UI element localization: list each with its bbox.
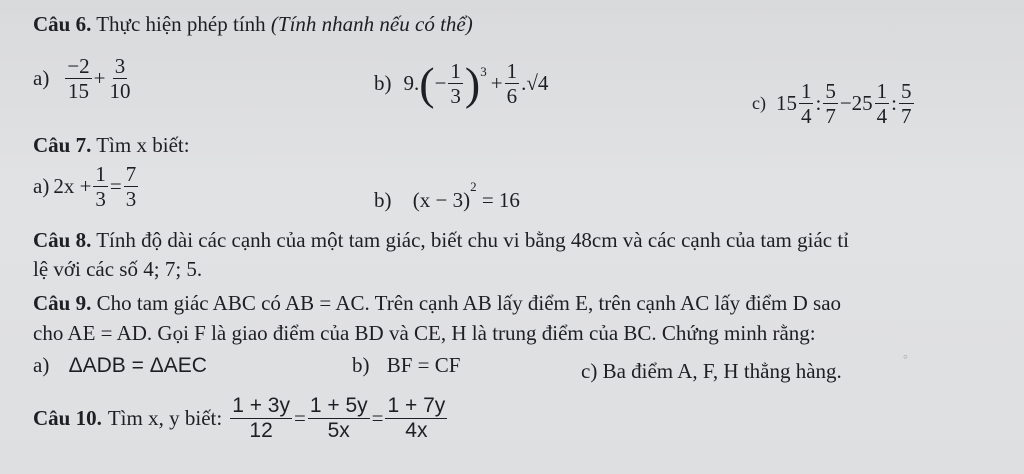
- q7-a-d2: 3: [125, 187, 137, 212]
- q6-c-w2: 25: [851, 91, 873, 116]
- q6-note: (Tính nhanh nếu có thể): [270, 12, 473, 36]
- q7-a-frac2: [124, 163, 139, 210]
- q10-d2: 5x: [327, 419, 350, 443]
- q6-c-frac3: [875, 80, 890, 127]
- q6-heading: [33, 12, 473, 37]
- q6-c-d2: 7: [825, 104, 836, 129]
- q6-b-n1: 1: [450, 59, 461, 83]
- q6-c-d3: 4: [876, 104, 888, 129]
- q6-b-frac2: [505, 60, 520, 107]
- q7-a-d1: 3: [95, 187, 106, 212]
- q7-a-n2: 7: [125, 162, 137, 186]
- q6-a-op: +: [93, 66, 106, 91]
- q7-a: [33, 163, 140, 210]
- q10-d1: 12: [249, 419, 273, 443]
- q10-n3: 1 + 7y: [385, 395, 447, 419]
- q7-a-n1: 1: [95, 162, 106, 186]
- q6-label: Câu 6.: [33, 12, 92, 36]
- q6-b-n2: 1: [506, 59, 518, 83]
- q6-b: [374, 57, 549, 109]
- q6-c-d4: 7: [901, 104, 912, 129]
- paper-mark: °: [903, 352, 908, 366]
- q6-b-label: b): [374, 71, 392, 96]
- q6-c: [752, 80, 916, 127]
- q9-a-label: a): [33, 353, 50, 377]
- q7-a-eq: =: [109, 174, 122, 199]
- q6-b-exp: 3: [480, 63, 487, 79]
- q6-b-op: +: [490, 71, 503, 96]
- q6-b-sqrt: .√4: [521, 71, 549, 96]
- q6-c-frac1: [799, 80, 814, 127]
- q10-n1: 1 + 3y: [230, 395, 292, 419]
- q6-b-minus: −: [434, 71, 447, 96]
- q7-b: [374, 179, 520, 213]
- q7-a-lhs: 2x +: [53, 174, 92, 199]
- q6-a: [33, 55, 135, 102]
- q6-b-lparen: (: [419, 57, 435, 109]
- q10-n2: 1 + 5y: [308, 395, 370, 419]
- q6-c-colon1: :: [815, 91, 822, 116]
- q6-a-n2: 3: [114, 54, 126, 78]
- q9-line1: [33, 291, 841, 316]
- q9-line2: [33, 321, 816, 346]
- q6-c-minus: −: [839, 91, 852, 116]
- q6-c-n4: 5: [901, 79, 912, 103]
- q6-c-n1: 1: [800, 79, 812, 103]
- q6-c-frac2: [823, 80, 838, 127]
- q9-c-text: Ba điểm A, F, H thẳng hàng.: [602, 359, 842, 383]
- q7-b-rhs: = 16: [481, 188, 520, 212]
- q10-frac2: [308, 395, 370, 442]
- q6-text: Thực hiện phép tính: [96, 12, 266, 36]
- q6-a-label: a): [33, 66, 50, 91]
- q7-text: Tìm x biết:: [96, 133, 190, 157]
- q9-c: [581, 359, 842, 384]
- q6-a-frac1: [65, 55, 91, 102]
- q7-a-frac1: [93, 163, 108, 210]
- q7-a-label: a): [33, 174, 50, 199]
- q6-b-coef: 9.: [403, 71, 420, 96]
- q6-c-label: c): [752, 93, 766, 114]
- q10-frac3: [385, 395, 447, 442]
- q6-a-n1: −2: [67, 54, 90, 78]
- q6-c-colon2: :: [891, 91, 898, 116]
- q9-a: [33, 353, 207, 378]
- q6-a-d2: 10: [109, 79, 131, 104]
- q10-frac1: [230, 395, 292, 442]
- q10-eq1: =: [293, 406, 306, 431]
- q9-b: [352, 353, 460, 378]
- q8-label: Câu 8.: [33, 228, 92, 252]
- q10-eq2: =: [371, 406, 384, 431]
- q9-text1: Cho tam giác ABC có AB = AC. Trên cạnh AB lấy điểm E, trên cạnh AC lấy điểm D sao: [96, 291, 842, 315]
- q6-b-d1: 3: [450, 84, 461, 109]
- q9-c-label: c): [581, 359, 598, 383]
- q7-label: Câu 7.: [33, 133, 92, 157]
- q9-a-text: ΔADB = ΔAEC: [68, 354, 207, 377]
- q6-c-n2: 5: [825, 79, 836, 103]
- q6-c-frac4: [899, 80, 914, 127]
- q8-text1: Tính độ dài các cạnh của một tam giác, biết chu vi bằng 48cm và các cạnh của tam giác tỉ: [96, 228, 850, 252]
- q10-label: Câu 10.: [33, 406, 102, 431]
- q7-b-base: (x − 3): [412, 188, 471, 212]
- q6-b-frac1: [448, 60, 463, 107]
- q9-text2: cho AE = AD. Gọi F là giao điểm của BD và CE, H là trung điểm của BC. Chứng minh rằng:: [33, 321, 816, 345]
- q7-b-exp: 2: [470, 179, 477, 194]
- q7-b-label: b): [374, 188, 392, 212]
- q10: [33, 395, 449, 442]
- q6-c-n3: 1: [876, 79, 888, 103]
- q8-line2: [33, 257, 202, 282]
- q9-label: Câu 9.: [33, 291, 92, 315]
- q6-c-w1: 15: [775, 91, 797, 116]
- q10-d3: 4x: [405, 419, 428, 443]
- q6-a-d1: 15: [68, 79, 89, 104]
- q9-b-label: b): [352, 353, 370, 377]
- q7-heading: [33, 133, 190, 158]
- q8-line1: [33, 228, 849, 253]
- q9-b-text: BF = CF: [386, 353, 461, 377]
- q6-a-frac2: [108, 55, 133, 102]
- q6-b-rparen: ): [464, 57, 481, 109]
- q10-text: Tìm x, y biết:: [107, 406, 223, 431]
- q8-text2: lệ với các số 4; 7; 5.: [33, 257, 203, 281]
- q6-b-d2: 6: [506, 84, 518, 109]
- q6-c-d1: 4: [800, 104, 812, 129]
